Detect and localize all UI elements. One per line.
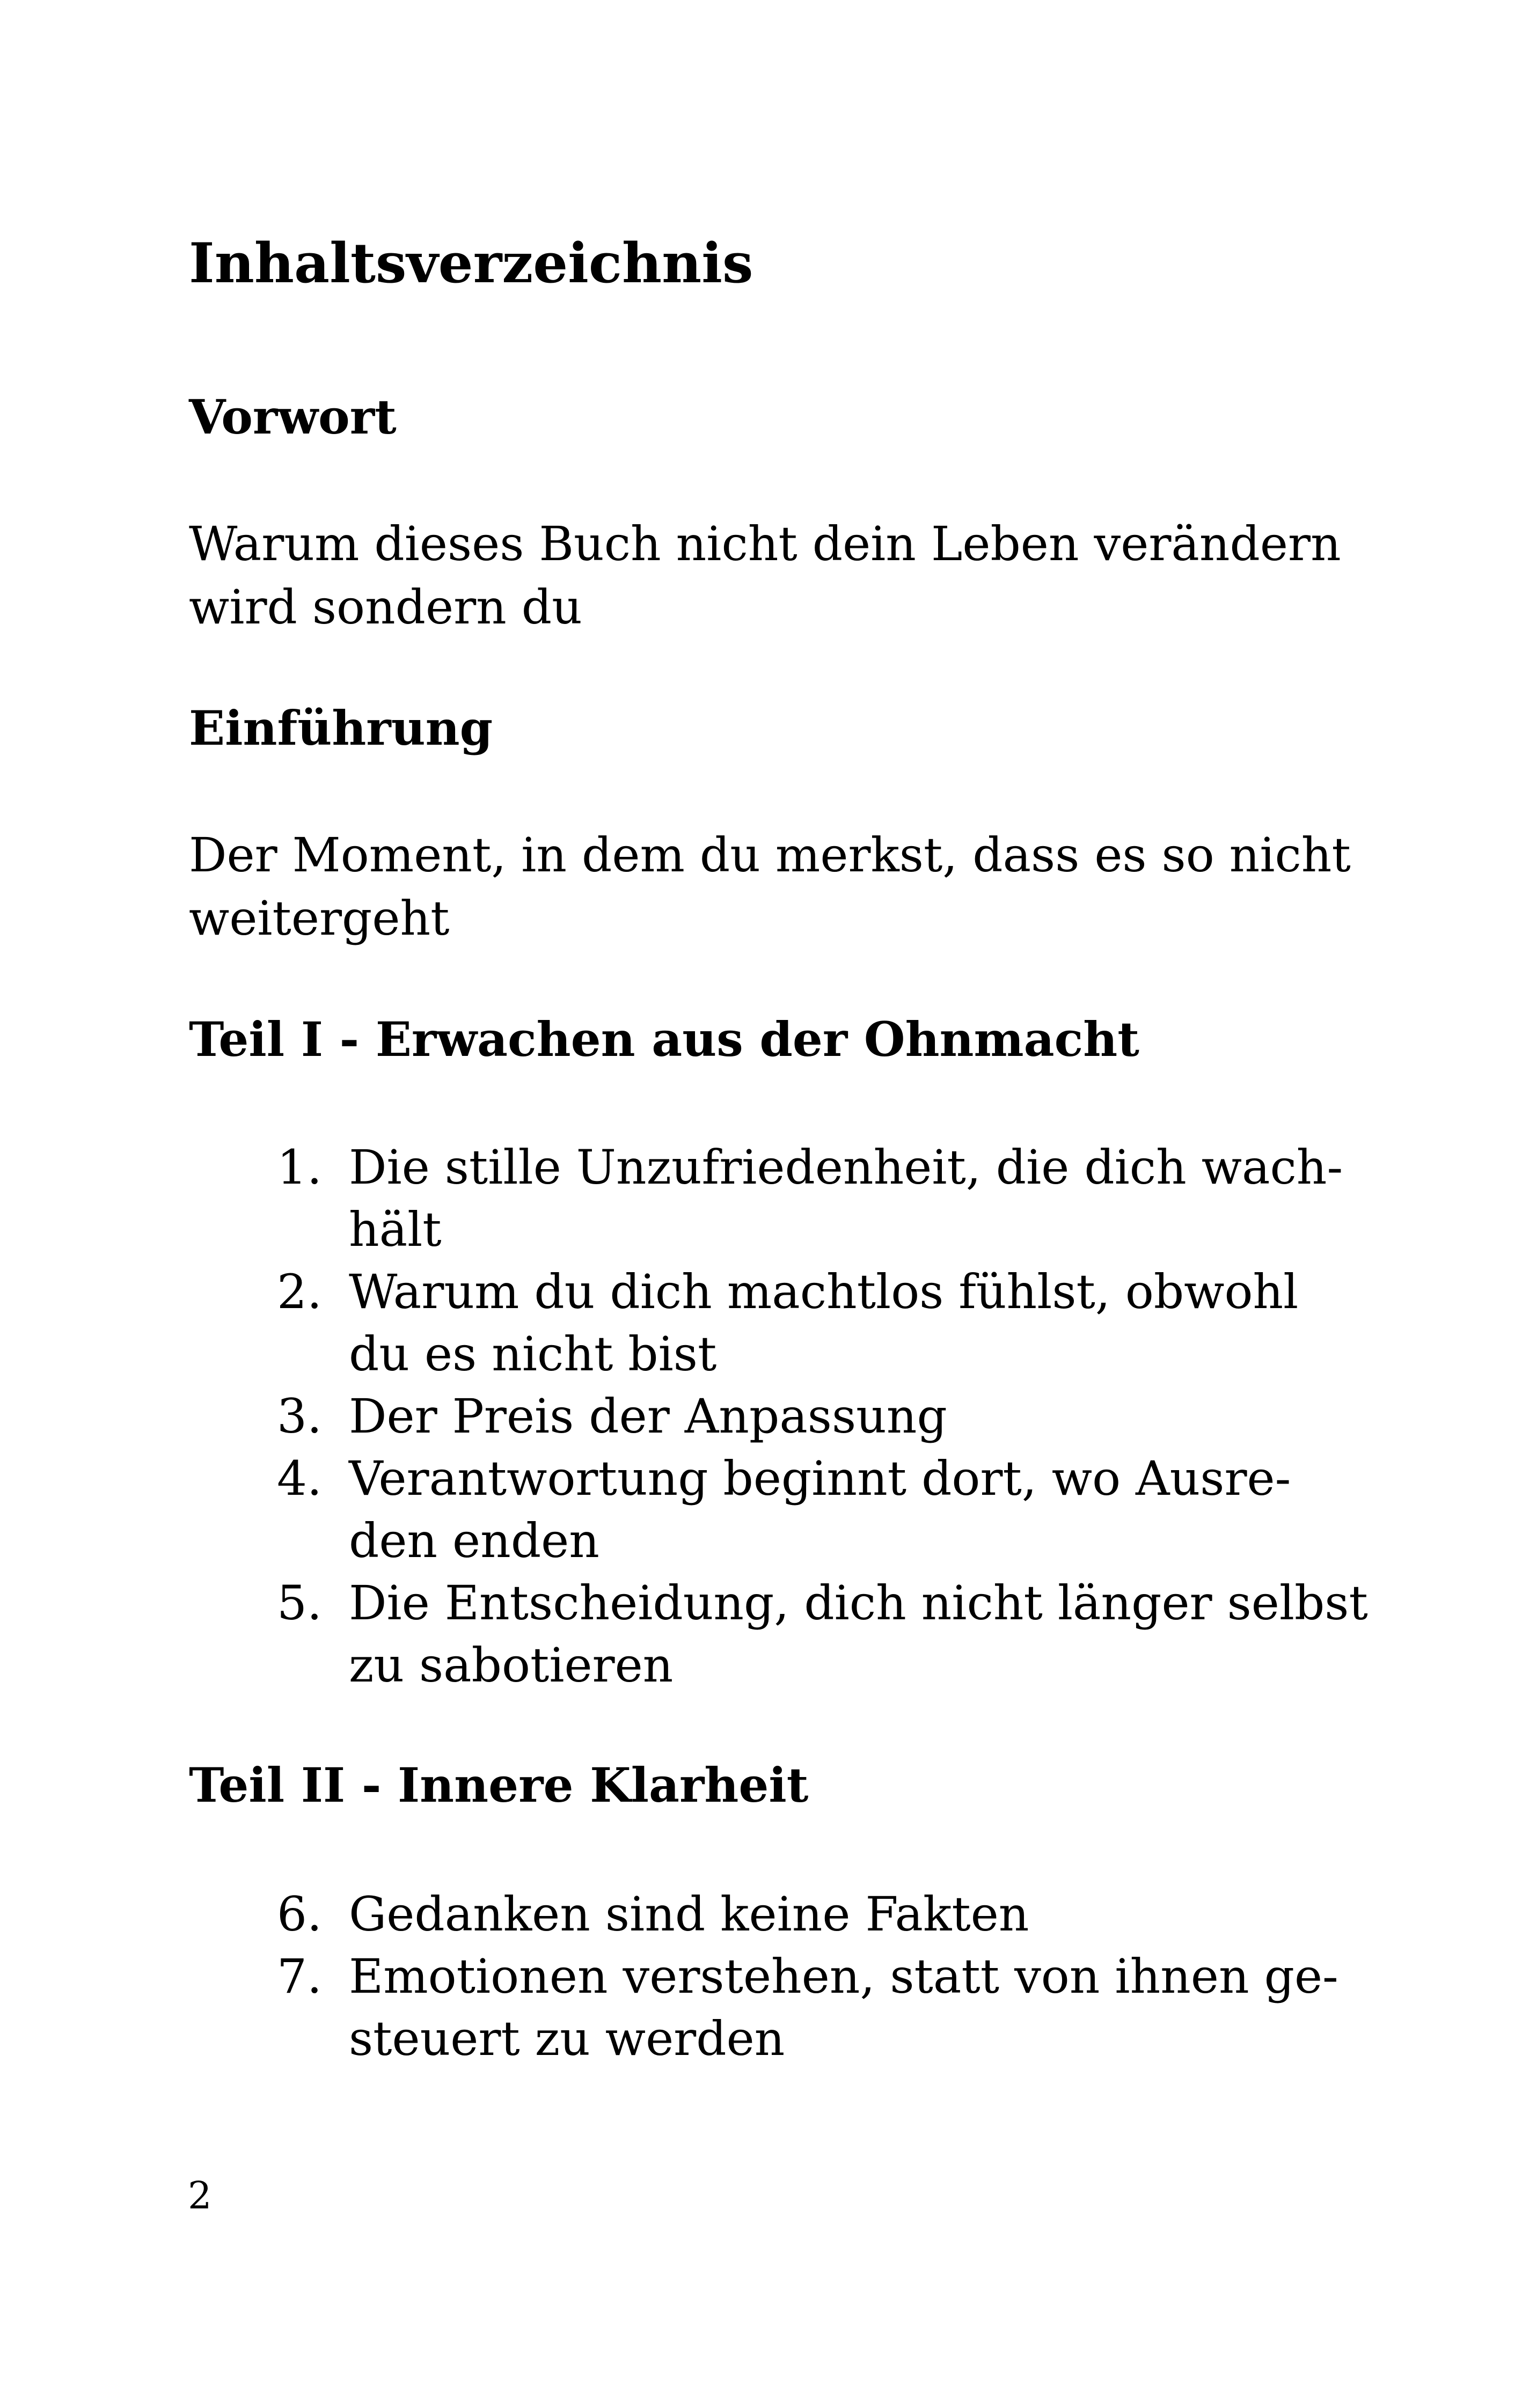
chapter-number: 3.	[277, 1389, 322, 1444]
text-line: steuert zu werden	[349, 2011, 785, 2066]
text-line: Warum dieses Buch nicht dein Leben verändern	[189, 516, 1341, 571]
chapter-item	[0, 1448, 1291, 1572]
chapter-item	[0, 1136, 1343, 1261]
text-line: Die Entscheidung, dich nicht länger selbst	[349, 1575, 1368, 1631]
chapter-title	[349, 1572, 1422, 1697]
chapter-number: 5.	[277, 1575, 322, 1631]
chapter-list-teil-1	[0, 1136, 1368, 1697]
chapter-item	[0, 1883, 1073, 1946]
chapter-number: 1.	[277, 1140, 322, 1195]
text-line: Die stille Unzufriedenheit, die dich wach-	[349, 1140, 1343, 1195]
chapter-number: 2.	[277, 1264, 322, 1319]
chapter-number: 6.	[277, 1886, 322, 1942]
text-line: Gedanken sind keine Fakten	[349, 1886, 1029, 1942]
chapter-item	[0, 1946, 1338, 2070]
text-line: du es nicht bist	[349, 1326, 717, 1382]
chapter-list-teil-2	[0, 1883, 1338, 2070]
chapter-title	[349, 1883, 1422, 1946]
text-line: Der Moment, in dem du merkst, dass es so nicht	[189, 827, 1351, 883]
chapter-title	[349, 1261, 1422, 1385]
section-text-einfuehrung	[189, 824, 1351, 950]
chapter-title	[349, 1136, 1422, 1261]
section-heading-teil-2: Teil II - Innere Klarheit	[189, 1757, 809, 1813]
text-line: Emotionen verstehen, statt von ihnen ge-	[349, 1949, 1338, 2004]
text-line: Warum du dich machtlos fühlst, obwohl	[349, 1264, 1299, 1319]
text-line: zu sabotieren	[349, 1638, 674, 1693]
chapter-item	[0, 1261, 1299, 1385]
section-heading-vorwort: Vorwort	[189, 389, 397, 445]
page-number: 2	[188, 2174, 212, 2218]
chapter-item	[0, 1572, 1368, 1697]
chapter-title	[349, 1946, 1422, 2070]
text-line: Verantwortung beginnt dort, wo Ausre-	[349, 1451, 1291, 1506]
toc-title: Inhaltsverzeichnis	[189, 231, 753, 296]
chapter-title	[349, 1385, 1422, 1448]
text-line: den enden	[349, 1513, 599, 1568]
section-heading-einfuehrung: Einführung	[189, 700, 493, 756]
text-line: hält	[349, 1202, 442, 1257]
text-line: Der Preis der Anpassung	[349, 1389, 947, 1444]
section-heading-teil-1: Teil I - Erwachen aus der Ohnmacht	[189, 1011, 1139, 1067]
text-line: wird sondern du	[189, 579, 582, 635]
chapter-item	[0, 1385, 1073, 1448]
chapter-number: 4.	[277, 1451, 322, 1506]
section-text-vorwort	[189, 512, 1343, 639]
chapter-number: 7.	[277, 1949, 322, 2004]
text-line: weitergeht	[189, 891, 450, 946]
chapter-title	[349, 1448, 1422, 1572]
